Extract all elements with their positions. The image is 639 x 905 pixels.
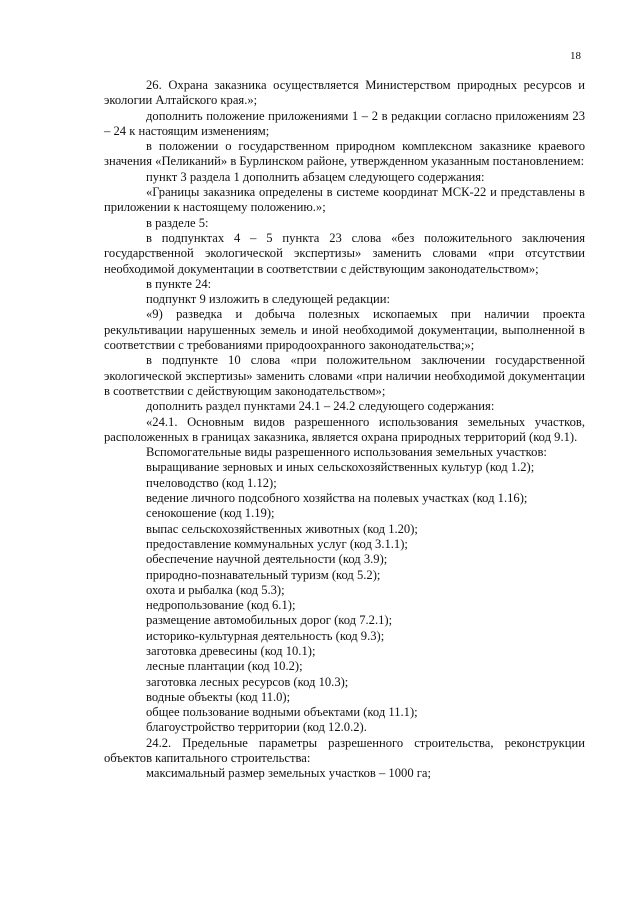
paragraph: выращивание зерновых и иных сельскохозяйственных культур (код 1.2); <box>146 460 535 475</box>
paragraph: ведение личного подсобного хозяйства на полевых участках (код 1.16); <box>146 491 528 506</box>
paragraph: максимальный размер земельных участков – 1000 га; <box>146 766 432 781</box>
paragraph: 24.2. Предельные параметры разрешенного строительства, реконструкции объектов капитального строительства: <box>104 735 585 766</box>
paragraph: охота и рыбалка (код 5.3); <box>146 582 285 597</box>
paragraph: заготовка лесных ресурсов (код 10.3); <box>146 674 349 689</box>
paragraph: выпас сельскохозяйственных животных (код 1.20); <box>146 521 418 536</box>
paragraph: сенокошение (код 1.19); <box>146 506 275 521</box>
paragraph: общее пользование водными объектами (код 11.1); <box>146 705 418 720</box>
paragraph: заготовка древесины (код 10.1); <box>146 643 316 658</box>
paragraph: природно-познавательный туризм (код 5.2); <box>146 567 381 582</box>
paragraph: 26. Охрана заказника осуществляется Министерством природных ресурсов и экологии Алтайского края.»; <box>104 78 585 108</box>
document-body <box>104 78 585 782</box>
paragraph: историко-культурная деятельность (код 9.3); <box>146 628 385 643</box>
page-number: 18 <box>570 50 581 62</box>
paragraph: предоставление коммунальных услуг (код 3.1.1); <box>146 536 408 551</box>
paragraph: Вспомогательные виды разрешенного использования земельных участков: <box>146 445 547 460</box>
paragraph: в положении о государственном природном комплексном заказнике краевого значения «Пеликаний» в Бурлинском районе, утвержденном указанным постановлением: <box>104 139 585 169</box>
paragraph: дополнить раздел пунктами 24.1 – 24.2 следующего содержания: <box>146 399 495 414</box>
paragraph: «9) разведка и добыча полезных ископаемых при наличии проекта рекультивации нарушенных земель и иной необходимой документации, выполненной в соответствии с требованиями природоохранного законодательства;»; <box>104 307 585 353</box>
paragraph: в разделе 5: <box>146 215 209 230</box>
paragraph: в подпункте 10 слова «при положительном заключении государственной экологической экспертизы» заменить словами «при наличии необходимой документации в соответствии с действующим законодательством»; <box>104 353 585 398</box>
paragraph: водные объекты (код 11.0); <box>146 689 291 704</box>
paragraph: недропользование (код 6.1); <box>146 598 296 613</box>
paragraph: в пункте 24: <box>146 276 212 291</box>
paragraph: пункт 3 раздела 1 дополнить абзацем следующего содержания: <box>146 169 485 184</box>
paragraph: «Границы заказника определены в системе координат МСК-22 и представлены в приложении к настоящему положению.»; <box>104 185 585 215</box>
paragraph: обеспечение научной деятельности (код 3.9); <box>146 552 388 567</box>
paragraph: подпункт 9 изложить в следующей редакции: <box>146 292 390 307</box>
paragraph: благоустройство территории (код 12.0.2). <box>146 720 367 735</box>
paragraph: дополнить положение приложениями 1 – 2 в редакции согласно приложениям 23 – 24 к настоящим изменениям; <box>104 108 585 138</box>
paragraph: «24.1. Основным видов разрешенного использования земельных участков, расположенных в границах заказника, является охрана природных территорий (код 9.1). <box>104 414 585 444</box>
paragraph: пчеловодство (код 1.12); <box>146 475 277 490</box>
paragraph: в подпунктах 4 – 5 пункта 23 слова «без положительного заключения государственной экологической экспертизы» заменить словами «при отсутствии необходимой документации в соответствии с действующим законодательством»; <box>104 230 585 276</box>
paragraph: размещение автомобильных дорог (код 7.2.1); <box>146 613 393 628</box>
paragraph: лесные плантации (код 10.2); <box>146 659 303 674</box>
